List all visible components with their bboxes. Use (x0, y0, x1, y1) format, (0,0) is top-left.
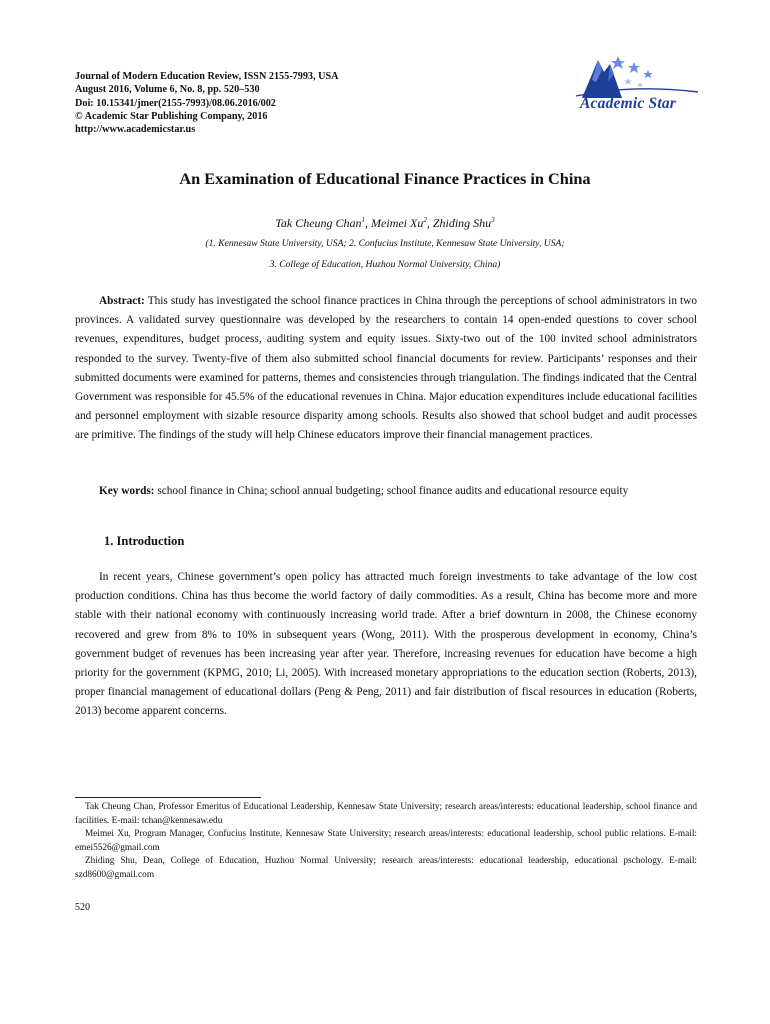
footnote: Meimei Xu, Program Manager, Confucius Institute, Kennesaw State University; research areas/interests: educational leadership, school public relations. E-mail: emei5526@gmail.com (75, 829, 697, 853)
author-superscript: 1 (361, 216, 366, 224)
introduction-paragraph: In recent years, Chinese government’s open policy has attracted much foreign investments to take advantage of the low cost production conditions. China has thus become the world factory of daily commodities. As a result, China has become more and more stable with their national economy with continuously increasing world trade. After a brief downturn in 2008, the Chinese economy recovered and grew from 8% to 10% in subsequent years (Wong, 2011). With the prosperous development in economy, China’s government budget of revenues has been increasing year after year. Therefore, increasing revenues for education have become a high priority for the government (KPMG, 2010; Li, 2005). With increased monetary appropriations to the education section (Roberts, 2013), proper financial management of educational dollars (Peng & Peng, 2011) and fair distribution of fiscal resources in education (Roberts, 2013) become apparent concerns. (75, 571, 697, 718)
keywords-text: school finance in China; school annual budgeting; school finance audits and educational resource equity (154, 485, 629, 497)
author-name: Tak Cheung Chan (275, 216, 362, 230)
author-separator: , (365, 216, 372, 230)
section-heading: 1. Introduction (104, 534, 185, 548)
author-separator: , (426, 216, 433, 230)
affiliation-line: (1. Kennesaw State University, USA; 2. Confucius Institute, Kennesaw State University, USA; (205, 238, 565, 249)
journal-name: Journal of Modern Education Review, ISSN 2155-7993, USA (75, 71, 339, 82)
author-list (0, 216, 770, 231)
academic-star-logo (572, 52, 702, 124)
affiliation-line: 3. College of Education, Huzhou Normal University, China) (269, 259, 501, 270)
author-superscript: 2 (423, 216, 427, 224)
footnote: Zhiding Shu, Dean, College of Education, Huzhou Normal University; research areas/interests: educational leadership, educational pschology. E-mail: szd8600@gmail.com (75, 856, 697, 880)
journal-header (75, 70, 338, 136)
keywords (75, 482, 697, 501)
paper-title: An Examination of Educational Finance Practices in China (179, 169, 591, 188)
issue-info: August 2016, Volume 6, No. 8, pp. 520–530 (75, 84, 260, 96)
author-name: Zhiding Shu (432, 216, 492, 230)
journal-url[interactable]: http://www.academicstar.us (75, 124, 196, 136)
author-name: Meimei Xu (371, 216, 424, 230)
abstract-text: This study has investigated the school finance practices in China through the perceptions of school administrators in two provinces. A validated survey questionnaire was developed by the researchers to contain 14 open-ended questions to cover school revenues, expenditures, budget process, auditing system and equity issues. Sixty-two out of the 100 invited school administrators responded to the survey. Twenty-five of them also submitted school financial documents for review. Participants’ responses and their submitted documents were examined for patterns, themes and consistencies through triangulation. The findings indicated that the Central Government was responsible for 45.5% of the educational revenues in China. Major education expenditures include educational facilities and personnel employment with sizable resource disparity among schools. Results also showed that school budget and audit processes are primitive. The findings of the study will help Chinese educators improve their financial management practices. (75, 295, 697, 442)
logo-text: Academic Star (580, 95, 677, 112)
keywords-label: Key words: (99, 485, 155, 497)
footnote-divider (75, 797, 261, 798)
abstract-label: Abstract: (99, 295, 145, 307)
abstract (75, 292, 697, 446)
copyright: © Academic Star Publishing Company, 2016 (75, 110, 268, 122)
doi: Doi: 10.15341/jmer(2155-7993)/08.06.2016/002 (75, 97, 276, 109)
author-superscript: 3 (491, 216, 495, 224)
star-mountain-icon (572, 52, 702, 100)
footnote: Tak Cheung Chan, Professor Emeritus of Educational Leadership, Kennesaw State University; research areas/interests: educational leadership, school finance and facilities. E-mail: tchan@kennesaw.edu (75, 802, 697, 826)
page-number: 520 (75, 902, 90, 913)
